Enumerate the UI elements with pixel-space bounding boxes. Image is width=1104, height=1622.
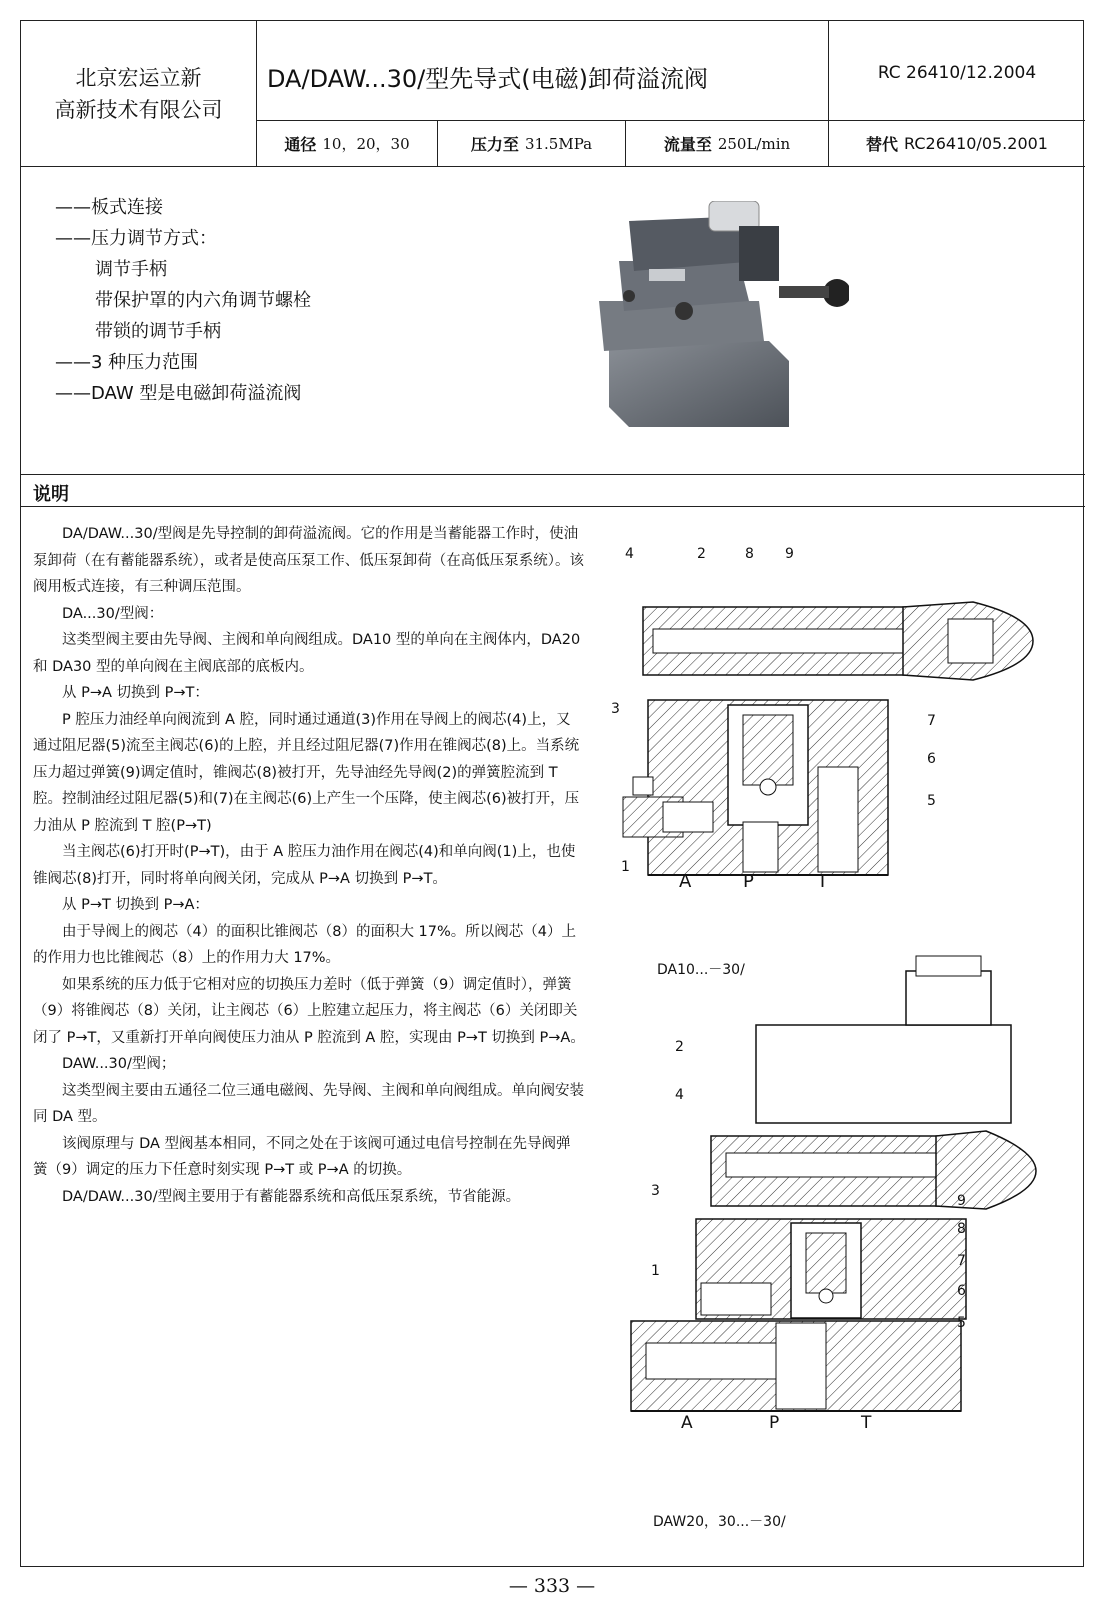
valve-product-photo bbox=[589, 201, 849, 427]
company-line-1: 北京宏运立新 bbox=[75, 65, 202, 90]
feature-item: ——DAW 型是电磁卸荷溢流阀 bbox=[55, 383, 302, 404]
paragraph: DAW...30/型阀； bbox=[62, 1056, 176, 1072]
daw-section-diagram bbox=[596, 951, 1061, 1471]
callout: 8 bbox=[745, 546, 754, 562]
spec-replaces bbox=[829, 121, 1085, 167]
callout: 1 bbox=[621, 859, 630, 875]
callout: 4 bbox=[625, 546, 634, 562]
port-label: A bbox=[679, 871, 692, 892]
page-number: — 333 — bbox=[508, 1575, 596, 1597]
feature-item: 带锁的调节手柄 bbox=[95, 321, 221, 342]
features-section bbox=[21, 167, 1085, 475]
paragraph: DA...30/型阀： bbox=[62, 605, 164, 622]
port-label: P bbox=[769, 1413, 780, 1433]
spec-value: 31.5MPa bbox=[524, 134, 593, 153]
spec-value: 10，20，30 bbox=[322, 135, 410, 153]
callout: 4 bbox=[675, 1087, 684, 1103]
document-code: RC 26410/12.2004 bbox=[829, 21, 1085, 121]
feature-item: ——3 种压力范围 bbox=[55, 352, 199, 373]
paragraph: 从 P→T 切换到 P→A： bbox=[62, 897, 209, 913]
callout: 6 bbox=[927, 751, 936, 767]
callout: 8 bbox=[957, 1221, 966, 1237]
paragraph: 从 P→A 切换到 P→T： bbox=[62, 685, 209, 701]
company-line-2: 高新技术有限公司 bbox=[54, 97, 223, 122]
da10-section-diagram bbox=[603, 537, 1053, 927]
port-label: P bbox=[743, 871, 754, 892]
spec-value: RC26410/05.2001 bbox=[904, 134, 1048, 153]
feature-item: ——压力调节方式： bbox=[55, 228, 217, 249]
callout: 2 bbox=[697, 546, 706, 562]
feature-item: 带保护罩的内六角调节螺栓 bbox=[95, 290, 311, 311]
paragraph: 这类型阀主要由五通径二位三通电磁阀、先导阀、主阀和单向阀组成。单向阀安装同 DA 型。 bbox=[33, 1082, 584, 1125]
callout: 7 bbox=[927, 713, 936, 729]
port-label: T bbox=[861, 1413, 872, 1433]
paragraph: DA/DAW...30/型阀是先导控制的卸荷溢流阀。它的作用是当蓄能器工作时，使油泵卸荷（在有蓄能器系统），或者是使高压泵工作、低压泵卸荷（在高低压泵系统）。该阀用板式连接，有三种调压范围。 bbox=[33, 526, 584, 595]
spec-diameter bbox=[257, 121, 438, 167]
spec-label: 流量至 bbox=[663, 135, 712, 154]
spec-value: 250L/min bbox=[717, 134, 791, 153]
paragraph: P 腔压力油经单向阀流到 A 腔，同时通过通道(3)作用在导阀上的阀芯(4)上，又通过阻尼器(5)流至主阀芯(6)的上腔，并且经过阻尼器(7)作用在锥阀芯(8)上。当系统压力超过弹簧(9)调定值时，锥阀芯(8)被打开，先导油经先导阀(2)的弹簧腔流到 T 腔。控制油经过阻尼器(5)和(7)在主阀芯(6)上产生一个压降，使主阀芯(6)被打开，压力油从 P 腔流到 T 腔(P→T) bbox=[33, 711, 580, 834]
paragraph: 如果系统的压力低于它相对应的切换压力差时（低于弹簧（9）调定值时），弹簧（9）将锥阀芯（8）关闭，让主阀芯（6）上腔建立起压力，将主阀芯（6）关闭即关闭了 P→T，又重新打开单向阀使压力油从 P 腔流到 A 腔，实现由 P→T 切换到 P→A。 bbox=[33, 976, 585, 1046]
diagram-caption: DA10...－30/ bbox=[657, 962, 745, 978]
spec-flow bbox=[626, 121, 829, 167]
paragraph: 由于导阀上的阀芯（4）的面积比锥阀芯（8）的面积大 17%。所以阀芯（4）上的作用力也比锥阀芯（8）上的作用力大 17%。 bbox=[33, 923, 577, 966]
feature-item: 调节手柄 bbox=[95, 259, 167, 280]
callout: 1 bbox=[651, 1263, 660, 1279]
diagram-caption: DAW20，30...－30/ bbox=[653, 1514, 786, 1530]
paragraph: DA/DAW...30/型阀主要用于有蓄能器系统和高低压泵系统，节省能源。 bbox=[62, 1188, 521, 1205]
paragraph: 该阀原理与 DA 型阀基本相同，不同之处在于该阀可通过电信号控制在先导阀弹簧（9）调定的压力下任意时刻实现 P→T 或 P→A 的切换。 bbox=[33, 1135, 571, 1178]
callout: 9 bbox=[957, 1193, 966, 1209]
page-frame bbox=[20, 20, 1084, 1567]
document-title: DA/DAW...30/型先导式(电磁)卸荷溢流阀 bbox=[257, 21, 829, 121]
port-label: A bbox=[681, 1413, 693, 1433]
callout: 3 bbox=[651, 1183, 660, 1199]
spec-pressure bbox=[438, 121, 626, 167]
spec-label: 替代 bbox=[866, 135, 899, 154]
paragraph: 当主阀芯(6)打开时(P→T)，由于 A 腔压力油作用在阀芯(4)和单向阀(1)上，也使锥阀芯(8)打开，同时将单向阀关闭，完成从 P→A 切换到 P→T。 bbox=[33, 844, 576, 887]
section-title: 说明 bbox=[21, 475, 1085, 507]
callout: 6 bbox=[957, 1283, 966, 1299]
description-text bbox=[33, 521, 585, 1210]
paragraph: 这类型阀主要由先导阀、主阀和单向阀组成。DA10 型的单向在主阀体内，DA20 和 DA30 型的单向阀在主阀底部的底板内。 bbox=[33, 632, 581, 675]
callout: 5 bbox=[957, 1315, 966, 1331]
port-label: T bbox=[817, 871, 828, 892]
company-name bbox=[21, 21, 257, 167]
spec-label: 压力至 bbox=[470, 135, 519, 154]
callout: 5 bbox=[927, 793, 936, 809]
spec-label: 通径 bbox=[284, 135, 317, 154]
callout: 9 bbox=[785, 546, 794, 562]
callout: 2 bbox=[675, 1039, 684, 1055]
callout: 3 bbox=[611, 701, 620, 717]
feature-item: ——板式连接 bbox=[55, 197, 163, 218]
callout: 7 bbox=[957, 1253, 966, 1269]
